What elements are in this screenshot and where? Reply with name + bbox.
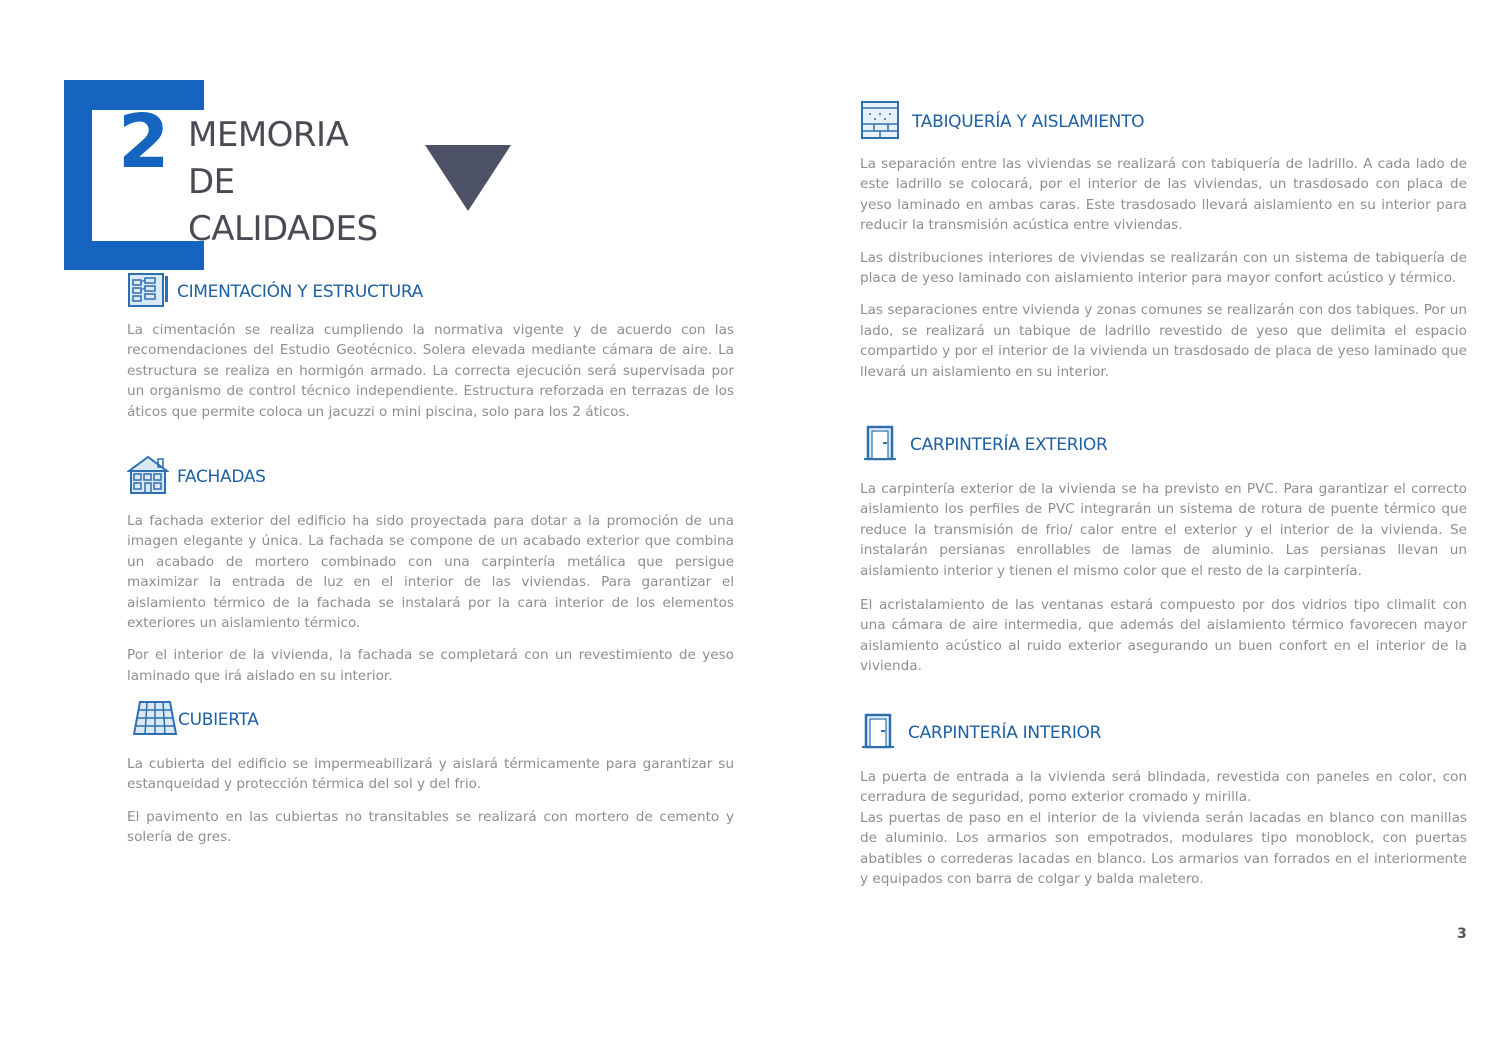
blueprint-icon — [127, 270, 169, 314]
section-carpinteria-exterior — [860, 425, 1467, 677]
section-paragraph: Las puertas de paso en el interior de la vivienda serán lacadas en blanco con manillas de aluminio. Los armarios son empotrados, modulares tipo monoblock, con puertas abatibles o correderas lacadas en blanco. Los armarios van forrados en el interiormente y equipados con barra de colgar y balda maletero. — [860, 809, 1467, 888]
section-paragraph: El acristalamiento de las ventanas estará compuesto por dos vidrios tipo climalit con una cámara de aire intermedia, que además del aislamiento térmico favorecen mayor aislamiento acústico al ruido exterior asegurando un buen confort en el interior de la vivienda. — [860, 597, 1467, 675]
section-paragraph: Las separaciones entre vivienda y zonas comunes se realizarán con dos tabiques. Por un lado, se realizará un tabique de ladrillo revestido de yeso que delimita el espacio compartido y por el interior de la vivienda un trasdosado de placa de yeso laminado que llevará un aislamiento en su interior. — [860, 302, 1467, 380]
chapter-title-line: MEMORIA — [188, 115, 349, 155]
section-title: TABIQUERÍA Y AISLAMIENTO — [912, 112, 1145, 132]
section-heading — [860, 713, 1467, 753]
triangle-down-icon — [425, 145, 511, 211]
chapter-title-line: CALIDADES — [188, 209, 378, 249]
section-paragraph: La puerta de entrada a la vivienda será blindada, revestida con paneles en color, con cerradura de seguridad, pomo exterior cromado y mirilla. — [860, 769, 1467, 806]
section-paragraph: La separación entre las viviendas se realizará con tabiquería de ladrillo. A cada lado de este ladrillo se colocará, por el interior de las viviendas, un trasdosado con placa de yeso laminado en ambas caras. Este trasdosado llevará aislamiento en su interior para reducir la transmisión acústica entre viviendas. — [860, 156, 1467, 234]
section-title: CARPINTERÍA EXTERIOR — [910, 435, 1108, 455]
door-icon — [862, 713, 894, 753]
section-paragraph: La fachada exterior del edificio ha sido proyectada para dotar a la promoción de una imagen elegante y única. La fachada se compone de un acabado exterior que combina un acabado de mortero combinado con una carpintería metálica que persigue maximizar la entrada de luz en el interior de las viviendas. Para garantizar el aislamiento térmico de la fachada se instalará por la cara interior de los elementos exteriores un aislamiento térmico. — [127, 513, 734, 632]
section-heading — [860, 425, 1467, 465]
section-heading — [127, 270, 734, 314]
section-paragraph: El pavimento en las cubiertas no transitables se realizará con mortero de cemento y solería de gres. — [127, 808, 734, 846]
section-carpinteria-interior — [860, 713, 1467, 889]
section-tabiqueria — [860, 100, 1467, 382]
section-heading — [127, 455, 734, 499]
section-fachadas — [127, 455, 734, 686]
chapter-title-line: DE — [188, 162, 235, 202]
page-number: 3 — [1457, 926, 1467, 942]
section-title: CIMENTACIÓN Y ESTRUCTURA — [177, 282, 423, 302]
brick-wall-icon — [860, 100, 900, 144]
roof-tiles-icon — [132, 700, 178, 740]
chapter-number: 2 — [118, 99, 168, 185]
section-paragraph: La cubierta del edificio se impermeabilizará y aislará térmicamente para garantizar su estanqueidad y protección térmica del sol y del frio. — [127, 756, 734, 793]
section-paragraph: Las distribuciones interiores de viviendas se realizarán con un sistema de tabiquería de placa de yeso laminado con aislamiento interior para mayor confort acústico y térmico. — [860, 249, 1467, 287]
section-title: CUBIERTA — [178, 710, 259, 730]
section-heading — [127, 700, 734, 740]
house-icon — [127, 455, 169, 499]
section-cimentacion — [127, 270, 734, 422]
section-heading — [860, 100, 1467, 144]
section-cubierta — [127, 700, 734, 848]
door-icon — [864, 425, 896, 465]
section-title: FACHADAS — [177, 467, 266, 487]
chapter-title — [188, 112, 378, 253]
section-paragraph: La cimentación se realiza cumpliendo la normativa vigente y de acuerdo con las recomendaciones del Estudio Geotécnico. Solera elevada mediante cámara de aire. La estructura se realiza en hormigón armado. La correcta ejecución será supervisada por un organismo de control técnico independiente. Estructura reforzada en terrazas de los áticos que permite coloca un jacuzzi o mini piscina, solo para los 2 áticos. — [127, 322, 734, 420]
section-paragraph: Por el interior de la vivienda, la fachada se completará con un revestimiento de yeso laminado que irá aislado en su interior. — [127, 647, 734, 684]
section-title: CARPINTERÍA INTERIOR — [908, 723, 1102, 743]
section-paragraph: La carpintería exterior de la vivienda se ha previsto en PVC. Para garantizar el correcto aislamiento los perfiles de PVC integrarán un sistema de rotura de puente térmico que reduce la transmisión de frio/ calor entre el exterior y el interior de la vivienda. Se instalarán persianas enrollables de lamas de aluminio. Las persianas llevan un aislamiento interior y tienen el mismo color que el resto de la carpintería. — [860, 481, 1467, 579]
